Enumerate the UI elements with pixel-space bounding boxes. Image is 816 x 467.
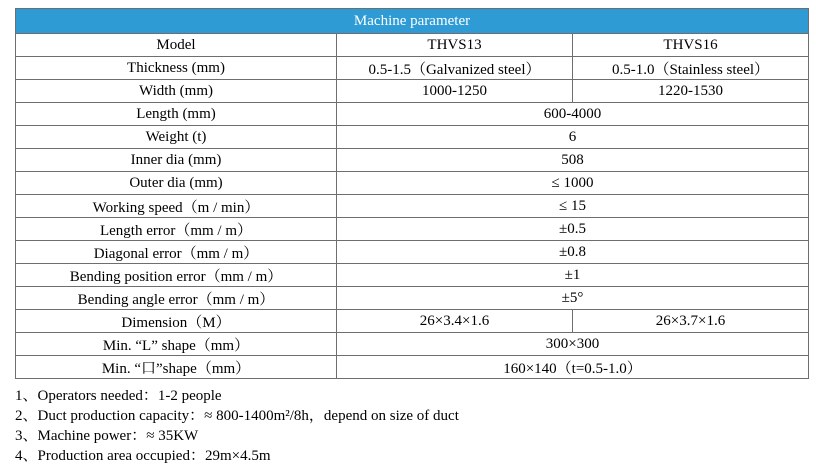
shared-value-cell: ±5° — [337, 287, 809, 310]
parameter-label-cell: Outer dia (mm) — [16, 172, 337, 195]
note-item: 2、Duct production capacity：≈ 800-1400m²/8h，depend on size of duct — [15, 408, 459, 424]
machine-parameter-table — [15, 8, 809, 379]
table-row — [16, 126, 809, 149]
table-row — [16, 149, 809, 172]
parameter-label-cell: Inner dia (mm) — [16, 149, 337, 172]
thvs13-value-cell: 26×3.4×1.6 — [337, 310, 573, 333]
note-item: 3、Machine power：≈ 35KW — [15, 428, 199, 444]
table-row — [16, 241, 809, 264]
table-row — [16, 356, 809, 379]
thvs13-value-cell: 0.5-1.5（Galvanized steel） — [337, 57, 573, 80]
shared-value-cell: ±0.8 — [337, 241, 809, 264]
table-row — [16, 57, 809, 80]
parameter-label-cell: Thickness (mm) — [16, 57, 337, 80]
parameter-label-cell: Length (mm) — [16, 103, 337, 126]
note-item: 1、Operators needed：1-2 people — [15, 388, 222, 404]
parameter-label-cell: Diagonal error（mm / m） — [16, 241, 337, 264]
table-row — [16, 287, 809, 310]
model-label-cell: Model — [16, 34, 337, 57]
table-header-row — [16, 34, 809, 57]
shared-value-cell: ≤ 15 — [337, 195, 809, 218]
notes-list — [15, 386, 459, 466]
table-row — [16, 103, 809, 126]
thvs16-value-cell: 1220-1530 — [573, 80, 809, 103]
shared-value-cell: ±1 — [337, 264, 809, 287]
thvs16-value-cell: 0.5-1.0（Stainless steel） — [573, 57, 809, 80]
shared-value-cell: 600-4000 — [337, 103, 809, 126]
parameter-label-cell: Width (mm) — [16, 80, 337, 103]
parameter-label-cell: Min. “L” shape（mm） — [16, 333, 337, 356]
shared-value-cell: 508 — [337, 149, 809, 172]
shared-value-cell: 6 — [337, 126, 809, 149]
table-row — [16, 195, 809, 218]
table-row — [16, 172, 809, 195]
parameter-label-cell: Dimension（M） — [16, 310, 337, 333]
model-thvs16-cell: THVS16 — [573, 34, 809, 57]
model-thvs13-cell: THVS13 — [337, 34, 573, 57]
parameter-label-cell: Weight (t) — [16, 126, 337, 149]
table-title: Machine parameter — [16, 9, 809, 34]
shared-value-cell: 300×300 — [337, 333, 809, 356]
thvs13-value-cell: 1000-1250 — [337, 80, 573, 103]
table-row — [16, 264, 809, 287]
thvs16-value-cell: 26×3.7×1.6 — [573, 310, 809, 333]
parameter-label-cell: Length error（mm / m） — [16, 218, 337, 241]
parameter-label-cell: Bending angle error（mm / m） — [16, 287, 337, 310]
table-row — [16, 310, 809, 333]
parameter-label-cell: Bending position error（mm / m） — [16, 264, 337, 287]
note-item: 4、Production area occupied：29m×4.5m — [15, 448, 271, 464]
shared-value-cell: ≤ 1000 — [337, 172, 809, 195]
shared-value-cell: ±0.5 — [337, 218, 809, 241]
table-title-row — [16, 9, 809, 34]
table-row — [16, 333, 809, 356]
table-row — [16, 218, 809, 241]
table-row — [16, 80, 809, 103]
parameter-label-cell: Working speed（m / min） — [16, 195, 337, 218]
parameter-label-cell: Min. “口”shape（mm） — [16, 356, 337, 379]
shared-value-cell: 160×140（t=0.5-1.0） — [337, 356, 809, 379]
